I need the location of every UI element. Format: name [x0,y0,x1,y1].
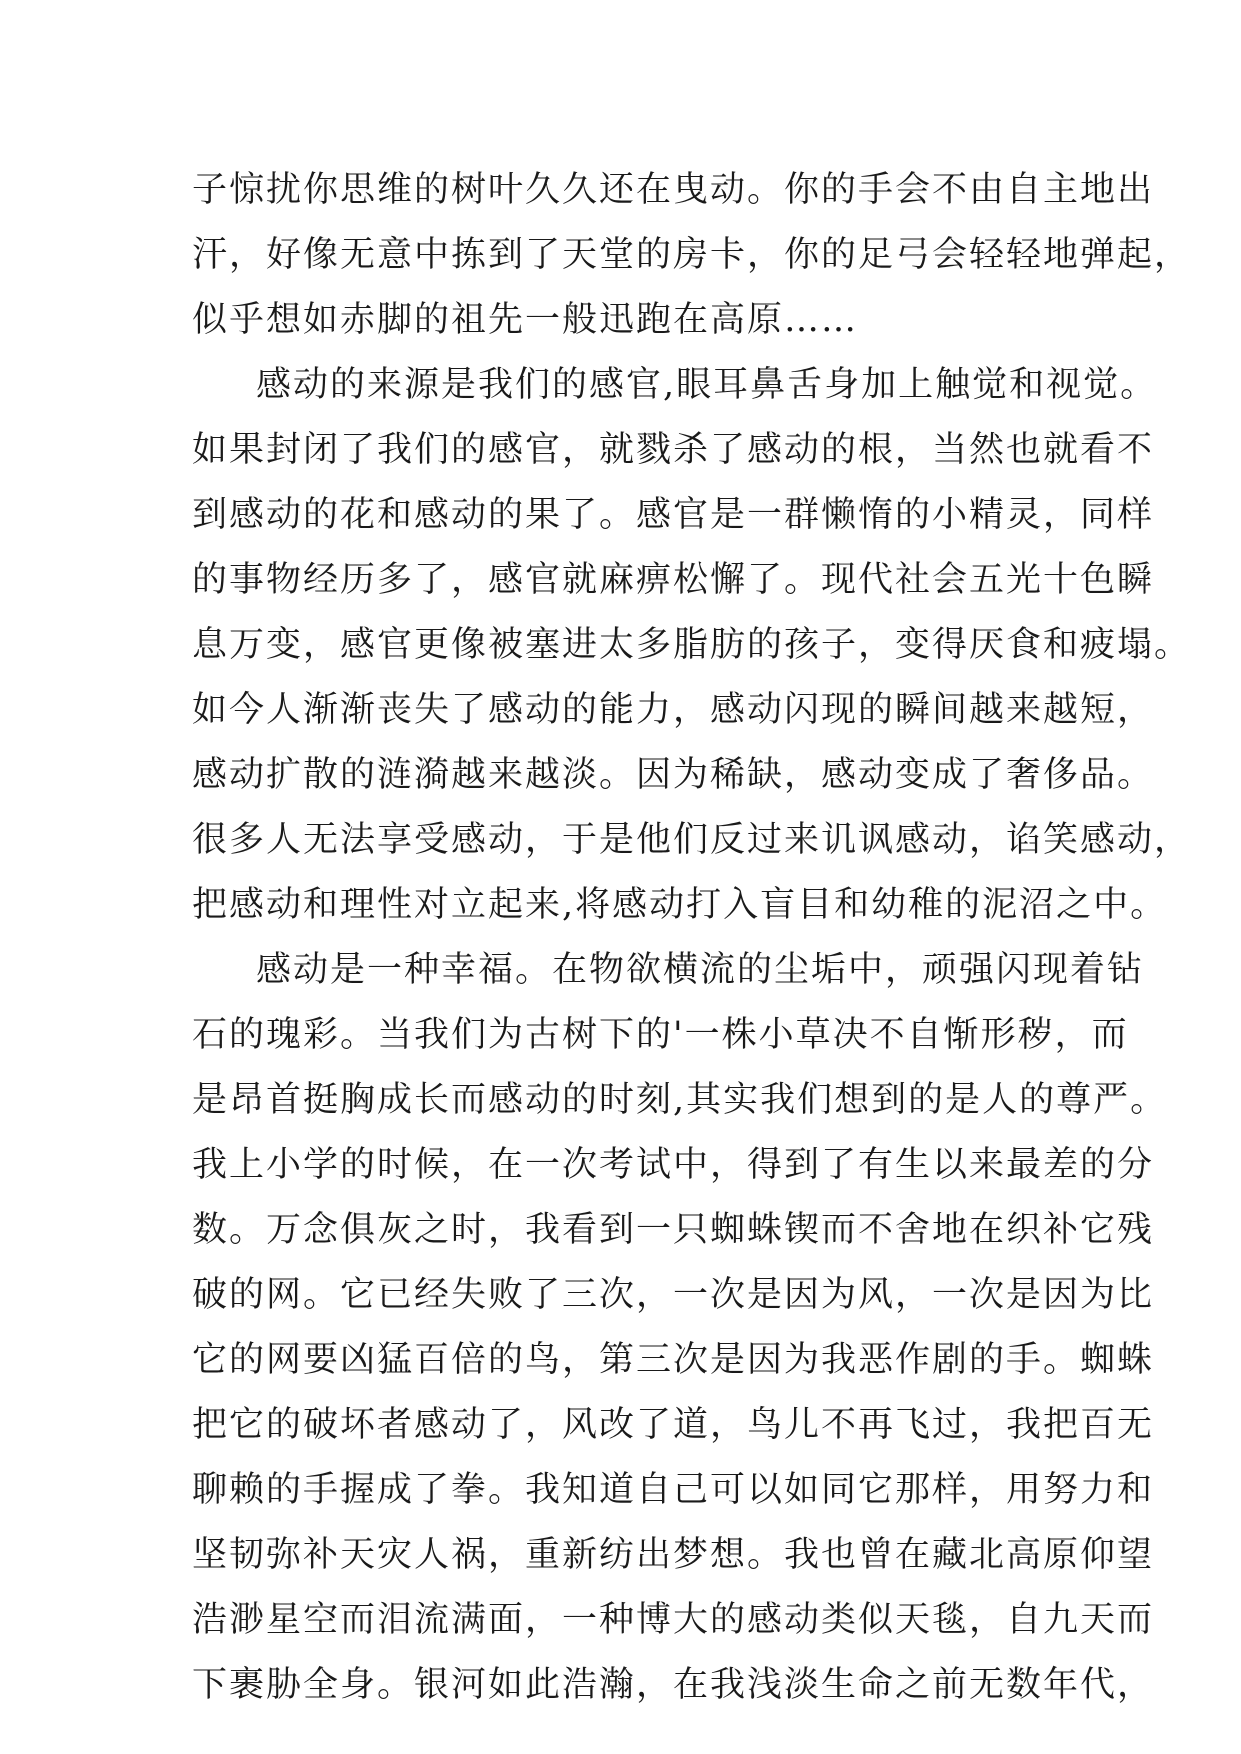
text-line: 很多人无法享受感动，于是他们反过来讥讽感动，谄笑感动， [192,820,1192,860]
text-line: 子惊扰你思维的树叶久久还在曳动。你的手会不由自主地出 [192,170,1155,210]
text-line: 感动扩散的涟漪越来越淡。因为稀缺，感动变成了奢侈品。 [192,755,1155,795]
paragraph-3 [192,938,1168,1718]
document-body [192,158,1192,1718]
paragraph-1 [192,158,1192,353]
text-line: 把它的破坏者感动了，风改了道，鸟儿不再飞过，我把百无 [192,1405,1155,1445]
text-line: 感动是一种幸福。在物欲横流的尘垢中，顽强闪现着钻 [256,950,1145,990]
text-line: 似乎想如赤脚的祖先一般迅跑在高原…… [192,300,859,340]
paragraph-2 [192,353,1192,938]
text-line: 是昂首挺胸成长而感动的时刻,其实我们想到的是人的尊严。 [192,1080,1168,1120]
text-line: 我上小学的时候，在一次考试中，得到了有生以来最差的分 [192,1145,1155,1185]
text-line: 坚韧弥补天灾人祸，重新纺出梦想。我也曾在藏北高原仰望 [192,1535,1155,1575]
text-line: 如今人渐渐丧失了感动的能力，感动闪现的瞬间越来越短， [192,690,1155,730]
text-line: 浩渺星空而泪流满面，一种博大的感动类似天毯，自九天而 [192,1600,1155,1640]
text-line: 汗，好像无意中拣到了天堂的房卡，你的足弓会轻轻地弹起， [192,235,1192,275]
text-line: 把感动和理性对立起来,将感动打入盲目和幼稚的泥沼之中。 [192,885,1168,925]
text-line: 它的网要凶猛百倍的鸟，第三次是因为我恶作剧的手。蜘蛛 [192,1340,1155,1380]
text-line: 到感动的花和感动的果了。感官是一群懒惰的小精灵，同样 [192,495,1155,535]
text-line: 感动的来源是我们的感官,眼耳鼻舌身加上触觉和视觉。 [256,365,1158,405]
text-line: 石的瑰彩。当我们为古树下的'一株小草决不自惭形秽，而 [192,1015,1129,1055]
text-line: 数。万念俱灰之时，我看到一只蜘蛛锲而不舍地在织补它残 [192,1210,1155,1250]
text-line: 的事物经历多了，感官就麻痹松懈了。现代社会五光十色瞬 [192,560,1155,600]
text-line: 下裹胁全身。银河如此浩瀚，在我浅淡生命之前无数年代， [192,1665,1155,1705]
text-line: 聊赖的手握成了拳。我知道自己可以如同它那样，用努力和 [192,1470,1155,1510]
text-line: 息万变，感官更像被塞进太多脂肪的孩子，变得厌食和疲塌。 [192,625,1192,665]
text-line: 如果封闭了我们的感官，就戮杀了感动的根，当然也就看不 [192,430,1155,470]
text-line: 破的网。它已经失败了三次，一次是因为风，一次是因为比 [192,1275,1155,1315]
